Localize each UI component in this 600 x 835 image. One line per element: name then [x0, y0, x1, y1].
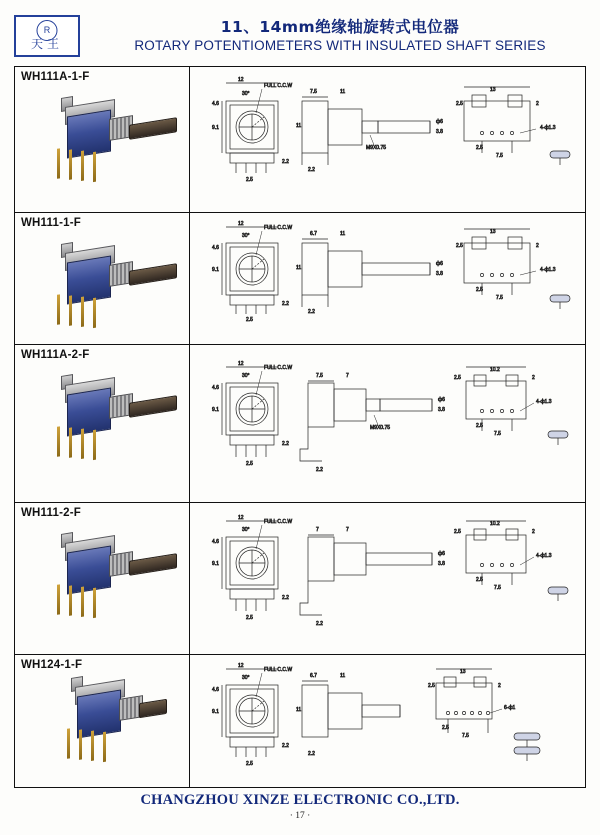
- drawing-cell: [190, 213, 585, 344]
- svg-text:7.5: 7.5: [310, 89, 317, 95]
- technical-drawing: [190, 503, 584, 653]
- svg-text:2.2: 2.2: [308, 751, 315, 757]
- page-header: [14, 12, 586, 60]
- svg-text:6.7: 6.7: [310, 231, 317, 237]
- model-label: WH111A-2-F: [21, 349, 90, 361]
- svg-text:2.5: 2.5: [442, 725, 449, 731]
- insulated-shaft: [139, 699, 167, 718]
- insulated-shaft: [129, 395, 177, 418]
- svg-text:9.1: 9.1: [212, 709, 219, 715]
- svg-text:ф6: ф6: [436, 261, 443, 267]
- product-photo: [37, 523, 177, 633]
- product-photo-cell: [15, 655, 190, 787]
- product-table: [14, 66, 586, 788]
- svg-text:4.6: 4.6: [212, 385, 219, 391]
- product-photo-cell: [15, 345, 190, 502]
- svg-text:M9X0.75: M9X0.75: [370, 425, 391, 431]
- technical-drawing: [190, 655, 584, 785]
- svg-text:12: 12: [238, 361, 244, 367]
- svg-text:ф6: ф6: [438, 551, 445, 557]
- page-number: · 17 ·: [289, 811, 311, 821]
- page-title-en: ROTARY POTENTIOMETERS WITH INSULATED SHAFT SERIES: [134, 37, 546, 53]
- insulated-shaft: [129, 117, 177, 140]
- svg-text:7.5: 7.5: [462, 733, 469, 739]
- svg-text:2: 2: [532, 375, 535, 381]
- company-name: CHANGZHOU XINZE ELECTRONIC CO.,LTD.: [140, 792, 460, 808]
- solder-pins: [63, 719, 119, 770]
- svg-text:30°: 30°: [242, 233, 250, 239]
- product-photo: [37, 233, 177, 343]
- svg-text:7.5: 7.5: [494, 431, 501, 437]
- svg-text:2: 2: [536, 243, 539, 249]
- svg-text:2.2: 2.2: [282, 441, 289, 447]
- svg-text:11: 11: [296, 265, 302, 271]
- drawing-cell: [190, 345, 585, 502]
- svg-text:6-ф1: 6-ф1: [504, 705, 516, 711]
- svg-text:7.5: 7.5: [316, 373, 323, 379]
- svg-text:6.7: 6.7: [310, 673, 317, 679]
- svg-text:2.5: 2.5: [454, 375, 461, 381]
- product-photo-cell: [15, 67, 190, 212]
- svg-text:M9X0.75: M9X0.75: [366, 145, 387, 151]
- solder-pins: [53, 575, 109, 626]
- product-photo: [37, 87, 177, 197]
- logo-mark-letter: R: [43, 25, 51, 35]
- product-photo-cell: [15, 213, 190, 344]
- svg-text:11: 11: [340, 231, 346, 237]
- svg-text:3.8: 3.8: [438, 407, 445, 413]
- svg-text:9.1: 9.1: [212, 407, 219, 413]
- model-label: WH124-1-F: [21, 659, 83, 671]
- svg-text:12: 12: [238, 515, 244, 521]
- svg-text:3.8: 3.8: [436, 129, 443, 135]
- svg-text:13: 13: [490, 87, 496, 93]
- svg-text:4.6: 4.6: [212, 687, 219, 693]
- svg-text:7: 7: [346, 527, 349, 533]
- svg-text:2.5: 2.5: [246, 761, 253, 767]
- svg-text:9.1: 9.1: [212, 561, 219, 567]
- table-row: [15, 655, 585, 787]
- svg-text:4.6: 4.6: [212, 245, 219, 251]
- page-title-cn: 11、14mm绝缘轴旋转式电位器: [220, 17, 460, 36]
- svg-text:2.2: 2.2: [282, 743, 289, 749]
- svg-text:11: 11: [340, 89, 346, 95]
- product-photo-cell: [15, 503, 190, 654]
- table-row: [15, 213, 585, 345]
- svg-text:2.5: 2.5: [476, 423, 483, 429]
- model-label: WH111-1-F: [21, 217, 81, 229]
- svg-text:2: 2: [498, 683, 501, 689]
- svg-text:FULL C.C.W: FULL C.C.W: [264, 365, 293, 371]
- svg-text:9.1: 9.1: [212, 125, 219, 131]
- table-row: [15, 345, 585, 503]
- insulated-shaft: [129, 553, 177, 576]
- svg-text:ф6: ф6: [436, 119, 443, 125]
- svg-text:11: 11: [296, 123, 302, 129]
- svg-text:FULL C.C.W: FULL C.C.W: [264, 225, 293, 231]
- svg-text:30°: 30°: [242, 675, 250, 681]
- technical-drawing: [190, 67, 584, 211]
- svg-text:12: 12: [238, 77, 244, 83]
- logo-chinese-text: 天王: [30, 37, 63, 51]
- svg-text:7.5: 7.5: [496, 153, 503, 159]
- svg-text:7: 7: [346, 373, 349, 379]
- product-photo: [47, 667, 187, 777]
- svg-text:2.2: 2.2: [316, 467, 323, 473]
- svg-text:3.8: 3.8: [438, 561, 445, 567]
- svg-text:2.5: 2.5: [428, 683, 435, 689]
- svg-text:4-ф1.3: 4-ф1.3: [536, 399, 552, 405]
- svg-text:3.8: 3.8: [436, 271, 443, 277]
- svg-text:13: 13: [490, 229, 496, 235]
- table-row: [15, 503, 585, 655]
- svg-text:30°: 30°: [242, 91, 250, 97]
- svg-text:2.5: 2.5: [246, 177, 253, 183]
- svg-text:2.5: 2.5: [456, 243, 463, 249]
- svg-text:9.1: 9.1: [212, 267, 219, 273]
- svg-text:11: 11: [340, 673, 346, 679]
- svg-text:4-ф1.3: 4-ф1.3: [536, 553, 552, 559]
- svg-text:2.5: 2.5: [246, 461, 253, 467]
- svg-text:2.2: 2.2: [308, 167, 315, 173]
- svg-text:2.5: 2.5: [456, 101, 463, 107]
- drawing-cell: [190, 503, 585, 654]
- svg-text:2.2: 2.2: [282, 159, 289, 165]
- svg-text:7: 7: [316, 527, 319, 533]
- svg-text:4-ф1.3: 4-ф1.3: [540, 267, 556, 273]
- svg-text:30°: 30°: [242, 373, 250, 379]
- svg-text:2.2: 2.2: [282, 595, 289, 601]
- svg-text:2.2: 2.2: [308, 309, 315, 315]
- svg-text:30°: 30°: [242, 527, 250, 533]
- svg-text:FULL C.C.W: FULL C.C.W: [264, 83, 293, 89]
- model-label: WH111-2-F: [21, 507, 81, 519]
- header-titles: [94, 18, 586, 55]
- solder-pins: [53, 417, 109, 468]
- svg-text:FULL C.C.W: FULL C.C.W: [264, 667, 293, 673]
- technical-drawing: [190, 213, 584, 343]
- svg-text:2.2: 2.2: [316, 621, 323, 627]
- svg-text:2.5: 2.5: [476, 287, 483, 293]
- insulated-shaft: [129, 263, 177, 286]
- svg-text:4.6: 4.6: [212, 101, 219, 107]
- svg-text:2: 2: [536, 101, 539, 107]
- svg-text:2.2: 2.2: [282, 301, 289, 307]
- svg-text:12: 12: [238, 221, 244, 227]
- company-logo: [14, 15, 80, 57]
- svg-text:2.5: 2.5: [476, 145, 483, 151]
- svg-text:FULL C.C.W: FULL C.C.W: [264, 519, 293, 525]
- svg-text:10.2: 10.2: [490, 521, 500, 527]
- solder-pins: [53, 139, 109, 190]
- product-photo: [37, 365, 177, 475]
- table-row: [15, 67, 585, 213]
- svg-text:7.5: 7.5: [496, 295, 503, 301]
- svg-text:2.5: 2.5: [454, 529, 461, 535]
- svg-text:4.6: 4.6: [212, 539, 219, 545]
- svg-text:12: 12: [238, 663, 244, 669]
- svg-text:7.5: 7.5: [494, 585, 501, 591]
- svg-text:2: 2: [532, 529, 535, 535]
- page-footer: [0, 792, 600, 821]
- drawing-cell: [190, 655, 585, 787]
- svg-text:10.2: 10.2: [490, 367, 500, 373]
- svg-text:13: 13: [460, 669, 466, 675]
- svg-text:11: 11: [296, 707, 302, 713]
- solder-pins: [53, 285, 109, 336]
- technical-drawing: [190, 345, 584, 501]
- drawing-cell: [190, 67, 585, 212]
- svg-text:2.5: 2.5: [246, 317, 253, 323]
- svg-text:2.5: 2.5: [476, 577, 483, 583]
- svg-text:ф6: ф6: [438, 397, 445, 403]
- model-label: WH111A-1-F: [21, 71, 90, 83]
- svg-text:4-ф1.3: 4-ф1.3: [540, 125, 556, 131]
- svg-text:2.5: 2.5: [246, 615, 253, 621]
